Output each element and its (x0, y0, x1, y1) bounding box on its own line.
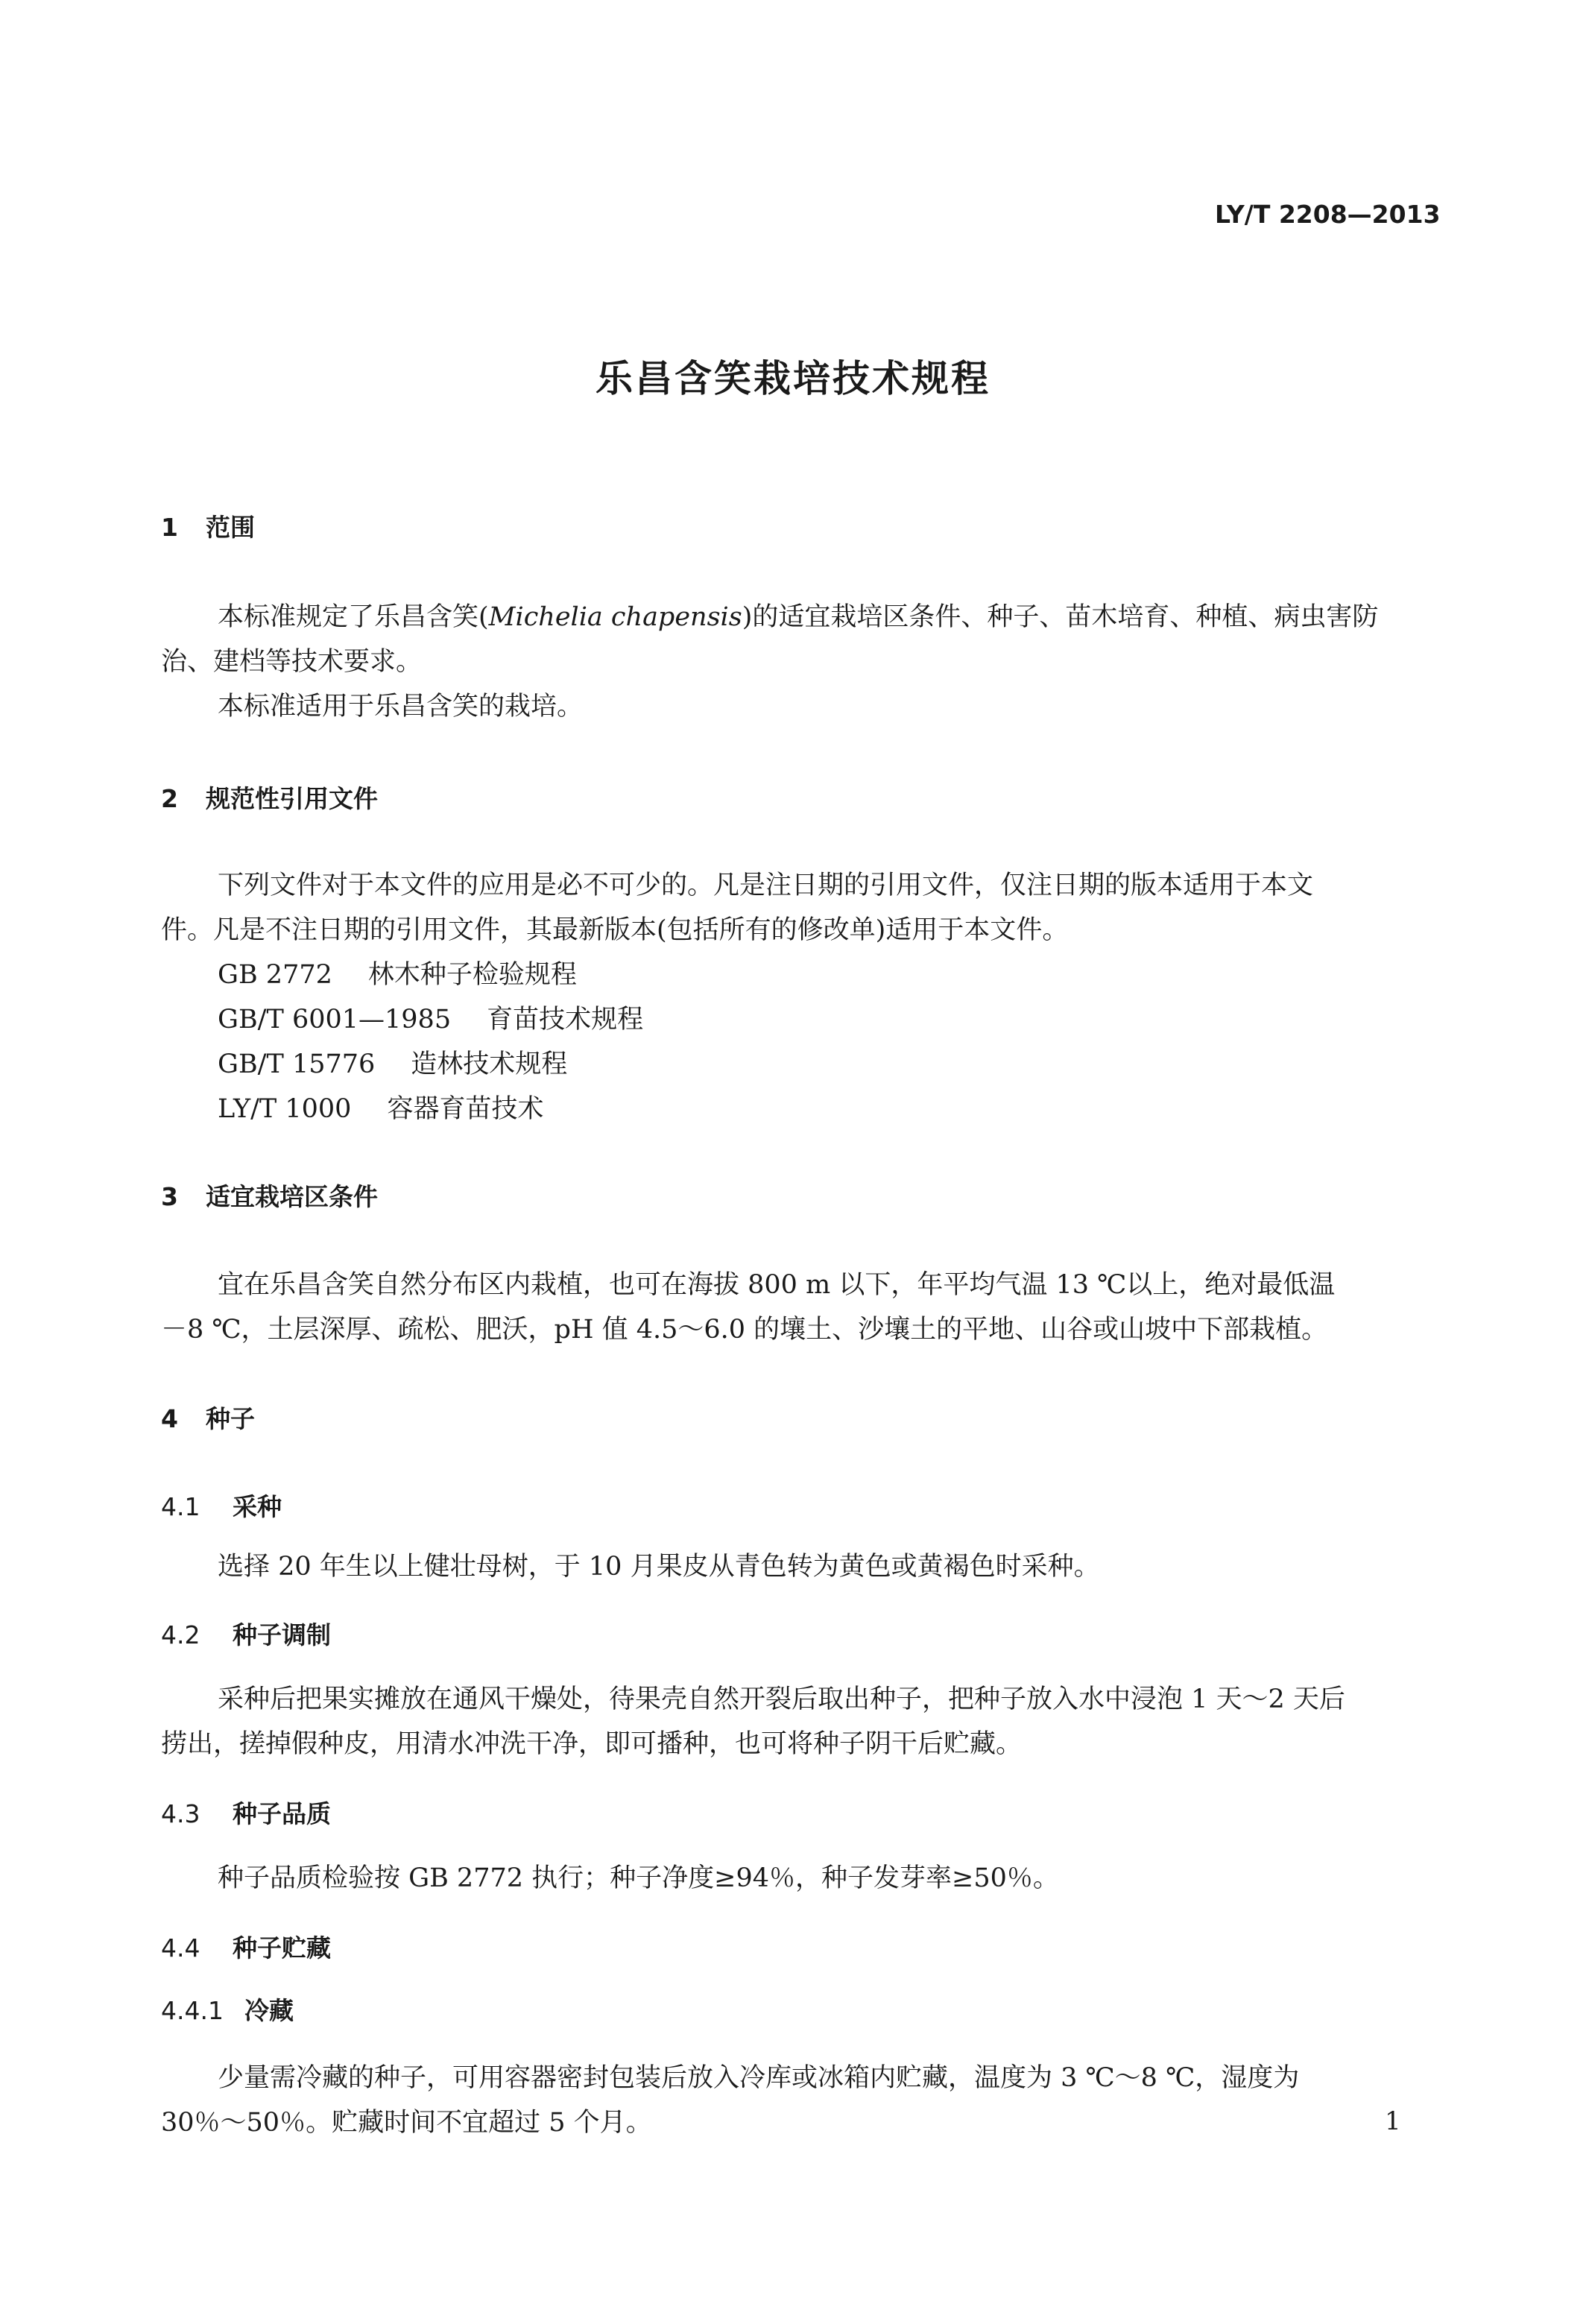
reference-title: 造林技术规程 (411, 1049, 568, 1079)
section-number: 2 (161, 784, 178, 813)
paragraph: 种子品质检验按 GB 2772 执行；种子净度≥94％，种子发芽率≥50％。 (218, 1863, 1059, 1893)
section-title: 适宜栽培区条件 (206, 1182, 378, 1211)
subsection-4-4-1-heading (161, 1992, 294, 2027)
subsection-title: 采种 (233, 1492, 282, 1521)
subsection-4-3-heading (161, 1795, 331, 1830)
subsection-title: 种子调制 (233, 1620, 331, 1649)
section-2-heading (161, 780, 378, 815)
reference-code: GB/T 6001—1985 (218, 1005, 452, 1035)
subsection-number: 4.2 (161, 1620, 200, 1649)
paragraph-continuation: 捞出，搓掉假种皮，用清水冲洗干净，即可播种，也可将种子阴干后贮藏。 (161, 1729, 1023, 1759)
section-number: 1 (161, 513, 178, 542)
reference-item (218, 954, 577, 991)
text: 本标准规定了乐昌含笑( (218, 602, 489, 632)
reference-item (218, 999, 643, 1036)
section-1-heading (161, 508, 255, 543)
subsection-4-2-heading (161, 1616, 331, 1651)
section-number: 3 (161, 1182, 178, 1211)
section-4-heading (161, 1400, 255, 1435)
subsection-title: 种子贮藏 (233, 1933, 331, 1963)
section-3-heading (161, 1178, 378, 1213)
section-title: 规范性引用文件 (206, 784, 378, 813)
reference-title: 育苗技术规程 (487, 1005, 644, 1035)
section-number: 4 (161, 1404, 178, 1433)
reference-item (218, 1088, 543, 1125)
paragraph: 宜在乐昌含笑自然分布区内栽植，也可在海拔 800 m 以下，年平均气温 13 ℃以上，绝对最低温 (218, 1270, 1336, 1300)
subsection-number: 4.3 (161, 1799, 200, 1828)
subsection-number: 4.4.1 (161, 1996, 224, 2025)
text: )的适宜栽培区条件、种子、苗木培育、种植、病虫害防 (742, 602, 1379, 632)
subsection-number: 4.1 (161, 1492, 200, 1521)
paragraph: 选择 20 年生以上健壮母树，于 10 月果皮从青色转为黄色或黄褐色时采种。 (218, 1552, 1100, 1582)
reference-code: GB/T 15776 (218, 1049, 376, 1079)
reference-title: 林木种子检验规程 (367, 960, 577, 990)
paragraph (218, 596, 1378, 634)
subsection-title: 种子品质 (233, 1799, 331, 1828)
reference-code: LY/T 1000 (218, 1094, 352, 1124)
subsection-title: 冷藏 (244, 1996, 294, 2025)
section-title: 范围 (206, 513, 255, 542)
paragraph-continuation: 30％～50％。贮藏时间不宜超过 5 个月。 (161, 2108, 652, 2138)
paragraph-continuation: 件。凡是不注日期的引用文件，其最新版本(包括所有的修改单)适用于本文件。 (161, 915, 1069, 945)
latin-name: Michelia chapensis (488, 602, 742, 632)
subsection-number: 4.4 (161, 1933, 200, 1963)
reference-code: GB 2772 (218, 960, 332, 990)
reference-item (218, 1043, 567, 1081)
paragraph-continuation: －8 ℃，土层深厚、疏松、肥沃，pH 值 4.5～6.0 的壤土、沙壤土的平地、山谷或山坡中下部栽植。 (161, 1315, 1328, 1345)
standard-code: LY/T 2208—2013 (1215, 200, 1441, 229)
paragraph: 下列文件对于本文件的应用是必不可少的。凡是注日期的引用文件，仅注日期的版本适用于本文 (218, 871, 1314, 900)
subsection-4-4-heading (161, 1929, 331, 1964)
document-title: 乐昌含笑栽培技术规程 (595, 357, 991, 400)
section-title: 种子 (206, 1404, 255, 1433)
paragraph: 采种后把果实摊放在通风干燥处，待果壳自然开裂后取出种子，把种子放入水中浸泡 1 天～2 天后 (218, 1684, 1345, 1714)
paragraph-continuation: 治、建档等技术要求。 (161, 647, 423, 677)
subsection-4-1-heading (161, 1488, 282, 1523)
paragraph: 本标准适用于乐昌含笑的栽培。 (218, 692, 584, 721)
page-number: 1 (1385, 2106, 1401, 2136)
reference-title: 容器育苗技术 (387, 1094, 544, 1124)
paragraph: 少量需冷藏的种子，可用容器密封包装后放入冷库或冰箱内贮藏，温度为 3 ℃～8 ℃，湿度为 (218, 2063, 1300, 2093)
